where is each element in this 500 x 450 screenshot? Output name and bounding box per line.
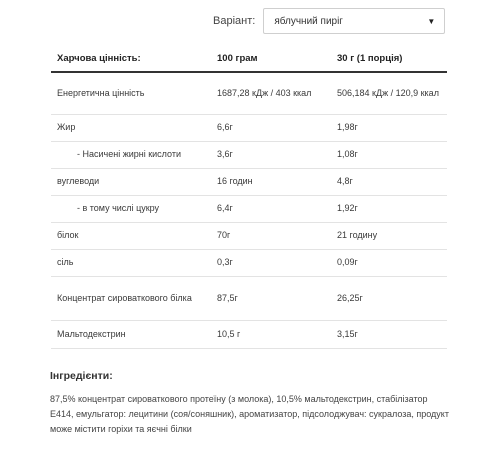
ingredients-title: Інгредієнти: — [50, 370, 113, 382]
value-per-serving: 0,09г — [331, 249, 447, 276]
value-per-serving: 1,92г — [331, 195, 447, 222]
value-per-serving: 26,25г — [331, 276, 447, 320]
variant-label: Варіант: — [213, 15, 256, 27]
value-per-100g: 87,5г — [211, 276, 331, 320]
value-per-100g: 10,5 г — [211, 320, 331, 348]
value-per-100g: 0,3г — [211, 249, 331, 276]
value-per-serving: 1,98г — [331, 114, 447, 141]
value-per-100g: 1687,28 кДж / 403 ккал — [211, 72, 331, 114]
value-per-serving: 4,8г — [331, 168, 447, 195]
value-per-100g: 3,6г — [211, 141, 331, 168]
value-per-serving: 3,15г — [331, 320, 447, 348]
nutrition-table-header — [51, 45, 447, 72]
nutrition-table — [51, 45, 447, 349]
value-per-100g: 16 годин — [211, 168, 331, 195]
table-row — [51, 114, 447, 141]
nutrient-name: білок — [51, 222, 211, 249]
value-per-serving: 21 годину — [331, 222, 447, 249]
table-row — [51, 195, 447, 222]
ingredients-text: 87,5% концентрат сироваткового протеїну (з молока), 10,5% мальтодекстрин, стабілізатор E414, емульгатор: лецитини (соя/соняшник), ароматизатор, підсолоджувач: сукралоза, продукт може містити горіхи та яєчні білки — [50, 394, 449, 434]
value-per-serving: 1,08г — [331, 141, 447, 168]
variant-selector-row — [213, 8, 445, 34]
nutrient-name: - в тому числі цукру — [51, 195, 211, 222]
header-nutrition: Харчова цінність: — [51, 45, 211, 72]
nutrient-name: вуглеводи — [51, 168, 211, 195]
table-row — [51, 72, 447, 114]
value-per-serving: 506,184 кДж / 120,9 ккал — [331, 72, 447, 114]
variant-selected-value: яблучний пиріг — [274, 15, 343, 27]
header-per-serving: 30 г (1 порція) — [331, 45, 447, 72]
variant-select[interactable] — [263, 8, 445, 34]
nutrition-table-body — [51, 72, 447, 348]
value-per-100g: 6,4г — [211, 195, 331, 222]
nutrient-name: - Насичені жирні кислоти — [51, 141, 211, 168]
nutrient-name: Енергетична цінність — [51, 72, 211, 114]
value-per-100g: 6,6г — [211, 114, 331, 141]
table-row — [51, 222, 447, 249]
ingredients-section — [50, 370, 450, 437]
table-row — [51, 276, 447, 320]
nutrient-name: Мальтодекстрин — [51, 320, 211, 348]
nutrient-name: Концентрат сироваткового білка — [51, 276, 211, 320]
nutrient-name: Жир — [51, 114, 211, 141]
table-row — [51, 249, 447, 276]
nutrient-name: сіль — [51, 249, 211, 276]
chevron-down-icon: ▼ — [427, 16, 436, 26]
value-per-100g: 70г — [211, 222, 331, 249]
header-per-100g: 100 грам — [211, 45, 331, 72]
table-row — [51, 168, 447, 195]
table-row — [51, 320, 447, 348]
table-row — [51, 141, 447, 168]
